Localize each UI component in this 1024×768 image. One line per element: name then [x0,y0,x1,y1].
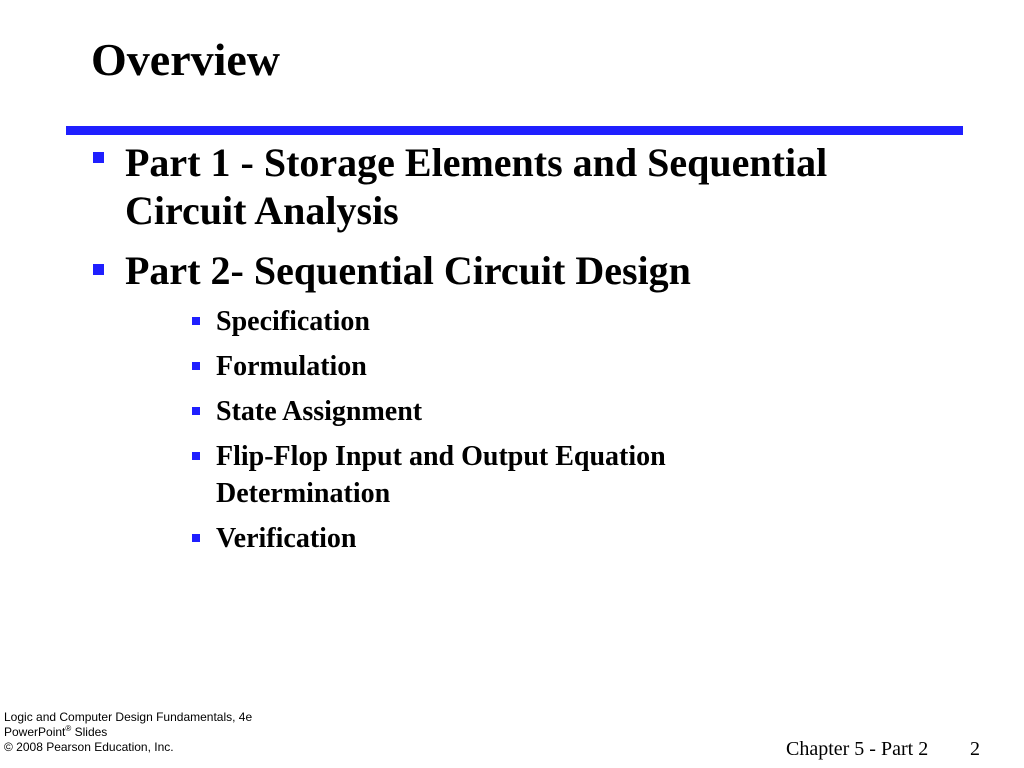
book-title: Logic and Computer Design Fundamentals, 4e [4,710,253,724]
square-bullet-icon [192,534,200,542]
sub-bullet-text-line: Verification [216,523,357,554]
footer-credits [4,710,252,755]
slides-credit [4,725,252,740]
slides-credit-suffix: Slides [71,725,108,739]
bullet-text-line: Circuit Analysis [125,188,399,233]
square-bullet-icon [192,407,200,415]
square-bullet-icon [192,317,200,325]
bullet-text-line: Part 2- Sequential Circuit Design [125,248,691,293]
page-number: 2 [970,738,980,760]
copyright-notice: © 2008 Pearson Education, Inc. [4,740,174,754]
slides-credit-prefix: PowerPoint [4,725,66,739]
sub-bullet-text-line: Specification [216,306,370,337]
square-bullet-icon [192,362,200,370]
title-divider [66,126,963,135]
registered-mark: ® [65,724,72,733]
square-bullet-icon [192,452,200,460]
bullet-text-line: Part 1 - Storage Elements and Sequential [125,140,828,185]
square-bullet-icon [93,264,104,275]
sub-bullet-text-line: Formulation [216,351,367,382]
sub-bullet-text-line: Flip-Flop Input and Output Equation [216,441,666,472]
sub-bullet-text-line: Determination [216,478,391,509]
chapter-label: Chapter 5 - Part 2 [786,738,929,760]
square-bullet-icon [93,152,104,163]
slide-title: Overview [91,34,281,85]
sub-bullet-text-line: State Assignment [216,396,423,427]
